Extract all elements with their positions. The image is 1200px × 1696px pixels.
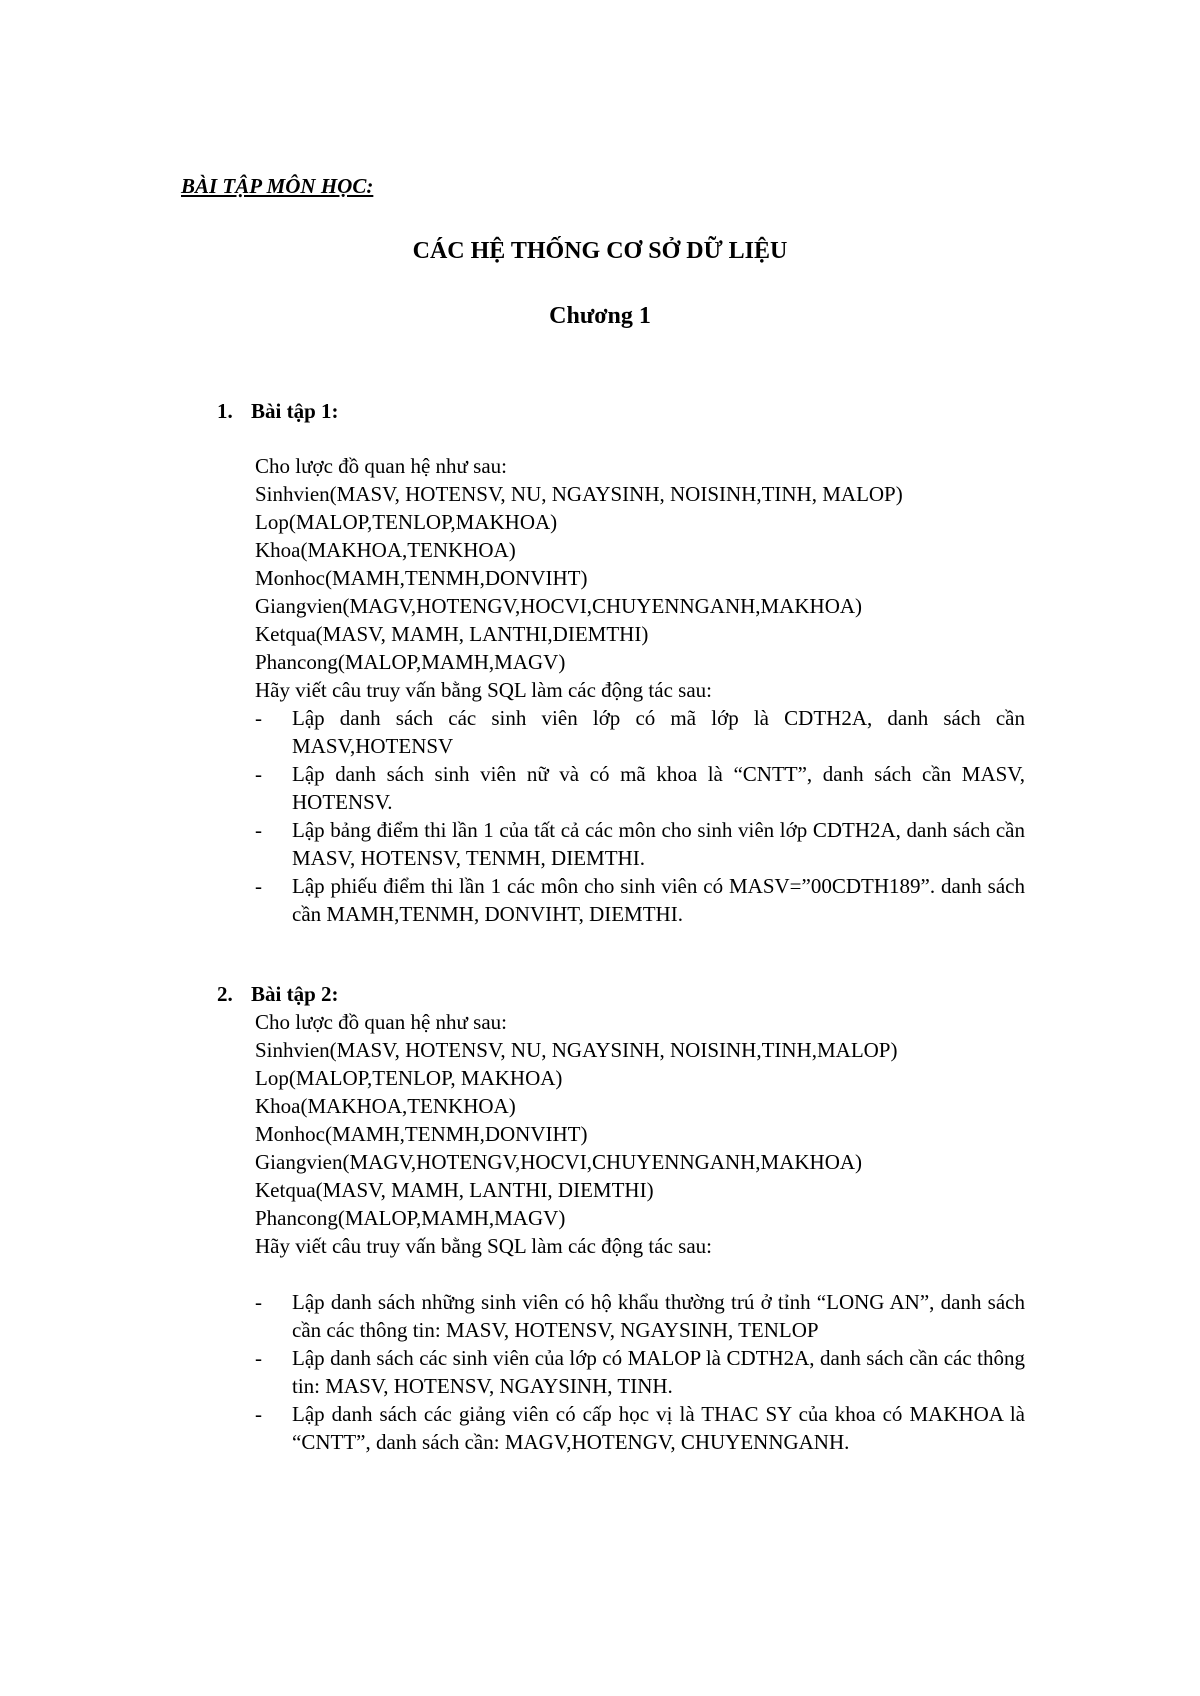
bullet-dash: -: [255, 1290, 262, 1314]
schema-line: Monhoc(MAMH,TENMH,DONVIHT): [255, 566, 588, 590]
exercise-title: Bài tập 2:: [251, 982, 339, 1006]
schema-line: Sinhvien(MASV, HOTENSV, NU, NGAYSINH, NOISINH,TINH,MALOP): [255, 1038, 898, 1062]
exercise-title: Bài tập 1:: [251, 399, 339, 423]
task-text: Lập danh sách những sinh viên có hộ khẩu thường trú ở tỉnh “LONG AN”, danh sách cần các thông tin: MASV, HOTENSV, NGAYSINH, TENLOP: [292, 1290, 1025, 1342]
bullet-dash: -: [255, 762, 262, 786]
task-text: Lập danh sách các giảng viên có cấp học vị là THAC SY của khoa có MAKHOA là “CNTT”, danh sách cần: MAGV,HOTENGV, CHUYENNGANH.: [292, 1402, 1025, 1454]
task-prompt: Hãy viết câu truy vấn bằng SQL làm các động tác sau:: [255, 1234, 712, 1258]
schema-line: Monhoc(MAMH,TENMH,DONVIHT): [255, 1122, 588, 1146]
schema-intro: Cho lược đồ quan hệ như sau:: [255, 454, 507, 478]
task-text: Lập phiếu điểm thi lần 1 các môn cho sinh viên có MASV=”00CDTH189”. danh sách cần MAMH,TENMH, DONVIHT, DIEMTHI.: [292, 874, 1025, 926]
exercise-heading: [217, 397, 339, 425]
exercise-number: 1.: [217, 399, 233, 423]
bullet-dash: -: [255, 818, 262, 842]
schema-line: Phancong(MALOP,MAMH,MAGV): [255, 1206, 566, 1230]
task-text: Lập danh sách các sinh viên lớp có mã lớp là CDTH2A, danh sách cần MASV,HOTENSV: [292, 706, 1025, 758]
bullet-dash: -: [255, 706, 262, 730]
schema-line: Sinhvien(MASV, HOTENSV, NU, NGAYSINH, NOISINH,TINH, MALOP): [255, 482, 903, 506]
schema-line: Lop(MALOP,TENLOP,MAKHOA): [255, 510, 558, 534]
schema-line: Ketqua(MASV, MAMH, LANTHI,DIEMTHI): [255, 622, 649, 646]
exercise-heading: [217, 980, 339, 1008]
bullet-dash: -: [255, 1402, 262, 1426]
task-text: Lập bảng điểm thi lần 1 của tất cả các môn cho sinh viên lớp CDTH2A, danh sách cần MASV, HOTENSV, TENMH, DIEMTHI.: [292, 818, 1025, 870]
task-text: Lập danh sách các sinh viên của lớp có MALOP là CDTH2A, danh sách cần các thông tin: MASV, HOTENSV, NGAYSINH, TINH.: [292, 1346, 1025, 1398]
schema-line: Khoa(MAKHOA,TENKHOA): [255, 1094, 516, 1118]
schema-line: Ketqua(MASV, MAMH, LANTHI, DIEMTHI): [255, 1178, 654, 1202]
task-text: Lập danh sách sinh viên nữ và có mã khoa là “CNTT”, danh sách cần MASV, HOTENSV.: [292, 762, 1025, 814]
schema-line: Khoa(MAKHOA,TENKHOA): [255, 538, 516, 562]
task-prompt: Hãy viết câu truy vấn bằng SQL làm các động tác sau:: [255, 678, 712, 702]
document-title: CÁC HỆ THỐNG CƠ SỞ DỮ LIỆU: [412, 238, 788, 264]
schema-line: Giangvien(MAGV,HOTENGV,HOCVI,CHUYENNGANH,MAKHOA): [255, 594, 863, 618]
schema-line: Phancong(MALOP,MAMH,MAGV): [255, 650, 566, 674]
schema-line: Lop(MALOP,TENLOP, MAKHOA): [255, 1066, 563, 1090]
schema-line: Giangvien(MAGV,HOTENGV,HOCVI,CHUYENNGANH,MAKHOA): [255, 1150, 863, 1174]
chapter-title: Chương 1: [549, 303, 651, 329]
bullet-dash: -: [255, 874, 262, 898]
bullet-dash: -: [255, 1346, 262, 1370]
exercise-number: 2.: [217, 982, 233, 1006]
course-heading: BÀI TẬP MÔN HỌC:: [181, 174, 374, 198]
schema-intro: Cho lược đồ quan hệ như sau:: [255, 1010, 507, 1034]
